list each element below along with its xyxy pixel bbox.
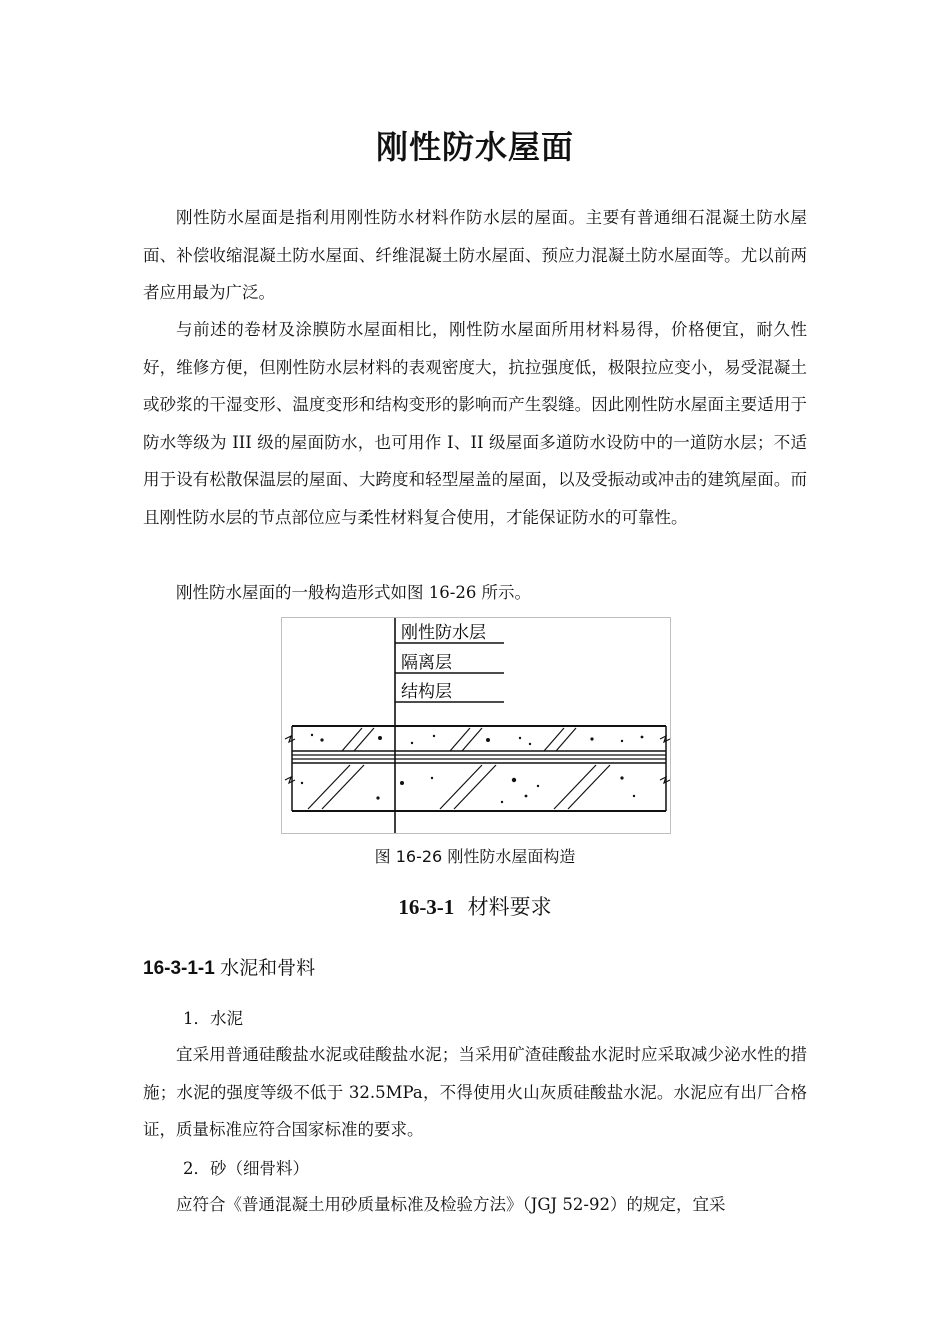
subsection-heading	[143, 953, 315, 980]
sand-paragraph: 应符合《普通混凝土用砂质量标准及检验方法》（JGJ 52-92）的规定，宜采	[176, 1195, 726, 1214]
paragraph-intro: 刚性防水屋面是指利用刚性防水材料作防水层的屋面。主要有普通细石混凝土防水屋面、补偿收缩混凝土防水屋面、纤维混凝土防水屋面、预应力混凝土防水屋面等。尤以前两者应用最为广泛。	[143, 208, 807, 302]
roof-construction-figure	[281, 617, 671, 834]
label-isolation-layer: 隔离层	[401, 653, 452, 673]
rigid-layer-hatch	[342, 728, 576, 751]
figure-caption: 图 16-26 刚性防水屋面构造	[374, 847, 576, 866]
subsection-number: 16-3-1-1	[143, 958, 215, 979]
sand-heading: 2．砂（细骨料）	[183, 1159, 309, 1178]
label-structure-layer: 结构层	[401, 682, 452, 702]
subsection-title: 水泥和骨料	[220, 958, 316, 979]
cement-heading: 1．水泥	[183, 1009, 243, 1028]
page-title: 刚性防水屋面	[375, 128, 574, 166]
section-heading	[0, 891, 950, 921]
section-number: 16-3-1	[398, 895, 455, 919]
structure-layer-hatch	[308, 765, 610, 809]
paragraph-comparison: 与前述的卷材及涂膜防水屋面相比，刚性防水屋面所用材料易得，价格便宜，耐久性好，维修方便，但刚性防水层材料的表观密度大，抗拉强度低，极限拉应变小，易受混凝土或砂浆的干湿变形、温度变形和结构变形的影响而产生裂缝。因此刚性防水屋面主要适用于防水等级为 III 级的屋面防水，也可用作 I、II 级屋面多道防水设防中的一道防水层；不适用于设有松散保温层的屋面、大跨度和轻型屋盖的屋面，以及受振动或冲击的建筑屋面。而且刚性防水层的节点部位应与柔性材料复合使用，才能保证防水的可靠性。	[143, 320, 807, 527]
section-title: 材料要求	[467, 895, 552, 919]
roof-construction-diagram	[282, 618, 670, 833]
paragraph-figure-ref: 刚性防水屋面的一般构造形式如图 16-26 所示。	[176, 583, 532, 602]
cement-paragraph: 宜采用普通硅酸盐水泥或硅酸盐水泥；当采用矿渣硅酸盐水泥时应采取减少泌水性的措施；水泥的强度等级不低于 32.5MPa，不得使用火山灰质硅酸盐水泥。水泥应有出厂合格证，质量标准应符合国家标准的要求。	[143, 1045, 807, 1139]
label-rigid-layer: 刚性防水层	[401, 623, 486, 643]
